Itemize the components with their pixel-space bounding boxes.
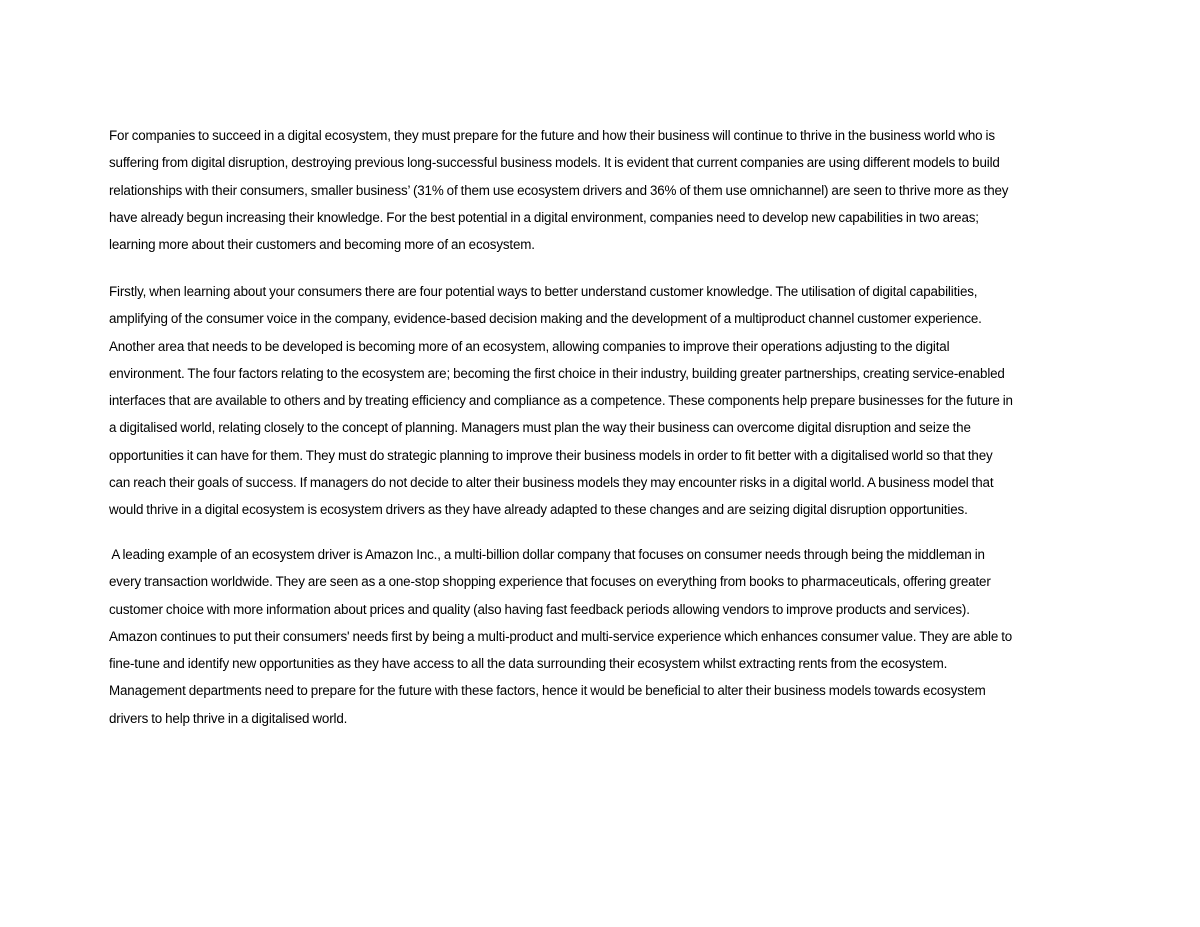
text-line: Another area that needs to be developed is becoming more of an ecosystem, allowing companies to improve their operations adjusting to the digital: [109, 338, 950, 354]
text-line: Management departments need to prepare for the future with these factors, hence it would be beneficial to alter their business models towards ecosystem: [109, 683, 986, 699]
text-line: suffering from digital disruption, destroying previous long-successful business models. It is evident that current companies are using different models to build: [109, 155, 1000, 171]
text-line: Amazon continues to put their consumers' needs first by being a multi-product and multi-service experience which enhances consumer value. They are able to: [109, 628, 1013, 644]
paragraph-consumers-ecosystem: [109, 278, 1091, 524]
text-line: environment. The four factors relating to the ecosystem are; becoming the first choice in their industry, building greater partnerships, creating service-enabled: [109, 365, 1005, 381]
text-line: have already begun increasing their knowledge. For the best potential in a digital environment, companies need to develop new capabilities in two areas;: [109, 209, 979, 225]
text-line: a digitalised world, relating closely to the concept of planning. Managers must plan the way their business can overcome digital disruption and seize the: [109, 420, 971, 436]
text-line: drivers to help thrive in a digitalised world.: [109, 710, 348, 726]
text-line: relationships with their consumers, smaller business’ (31% of them use ecosystem drivers and 36% of them use omnichannel) are seen to thrive more as they: [109, 182, 1009, 198]
text-line: A leading example of an ecosystem driver is Amazon Inc., a multi-billion dollar company that focuses on consumer needs through being the middleman in: [109, 547, 985, 562]
text-line: every transaction worldwide. They are seen as a one-stop shopping experience that focuses on everything from books to pharmaceuticals, offering greater: [109, 574, 991, 590]
text-line: fine-tune and identify new opportunities as they have access to all the data surrounding their ecosystem whilst extracting rents from the ecosystem.: [109, 656, 948, 672]
text-line: opportunities it can have for them. They must do strategic planning to improve their business models in order to fit better with a digitalised world so that they: [109, 447, 993, 463]
text-line: would thrive in a digital ecosystem is ecosystem drivers as they have already adapted to these changes and are seizing digital disruption opportunities.: [109, 502, 968, 518]
paragraph-amazon-example: [109, 541, 1091, 732]
text-line: amplifying of the consumer voice in the company, evidence-based decision making and the development of a multiproduct channel customer experience.: [109, 311, 982, 327]
text-line: interfaces that are available to others and by treating efficiency and compliance as a competence. These components help prepare businesses for the future in: [109, 393, 1013, 409]
text-line: learning more about their customers and becoming more of an ecosystem.: [109, 237, 535, 253]
text-line: Firstly, when learning about your consumers there are four potential ways to better understand customer knowledge. The utilisation of digital capabilities,: [109, 284, 978, 299]
text-line: customer choice with more information about prices and quality (also having fast feedback periods allowing vendors to improve products and services).: [109, 601, 970, 617]
text-line: can reach their goals of success. If managers do not decide to alter their business models they may encounter risks in a digital world. A business model that: [109, 475, 994, 491]
paragraph-intro: [109, 122, 1091, 258]
text-line: For companies to succeed in a digital ecosystem, they must prepare for the future and how their business will continue to thrive in the business world who is: [109, 128, 995, 143]
